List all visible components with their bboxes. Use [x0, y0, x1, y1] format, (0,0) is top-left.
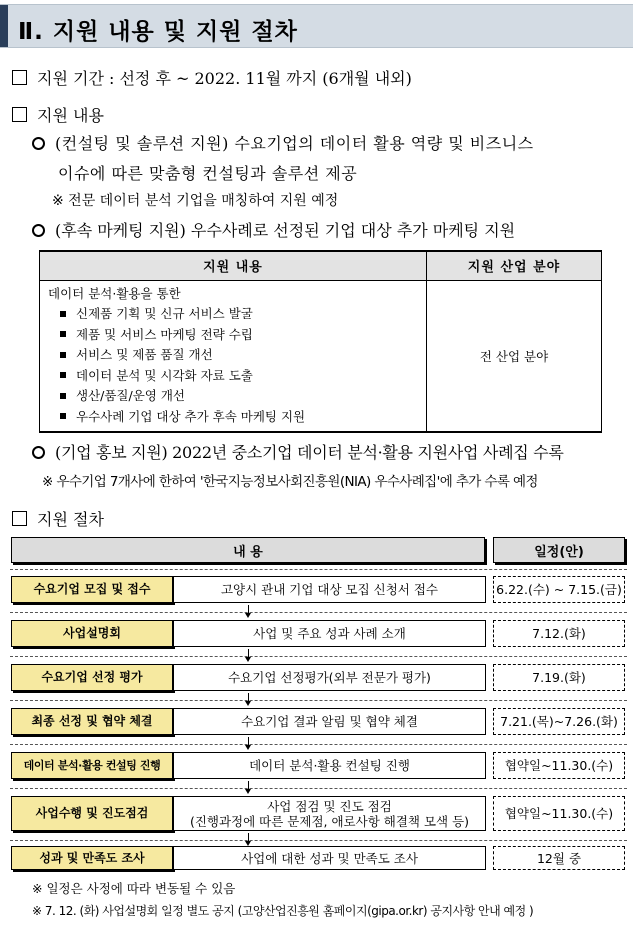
- content-line: 사업 점검 및 진도 점검: [267, 798, 392, 814]
- circle-bullet-icon: [32, 446, 45, 459]
- square-bullet-icon: [60, 331, 66, 337]
- square-bullet-icon: [60, 352, 66, 358]
- content-box: 데이터 분석·활용 컨설팅 진행: [173, 752, 486, 779]
- footnote: ※ 7. 12. (화) 사업설명회 일정 별도 공지 (고양산업진흥원 홈페이지(gipa.or.kr) 공지사항 안내 예정 ): [32, 904, 534, 918]
- table-header-field: 지원 산업 분야: [427, 251, 602, 280]
- square-bullet-icon: [12, 70, 27, 85]
- square-bullet-icon: [60, 311, 66, 317]
- content-box: 고양시 관내 기업 대상 모집 신청서 접수: [173, 576, 486, 603]
- content-box: 수요기업 선정평가(외부 전문가 평가): [173, 664, 486, 691]
- marketing-line: (후속 마케팅 지원) 우수사례로 선정된 기업 대상 추가 마케팅 지원: [32, 218, 515, 241]
- promotion-note: ※ 우수기업 7개사에 한하여 '한국지능정보사회진흥원(NIA) 우수사례집'에 추가 수록 예정: [42, 474, 538, 490]
- support-table: [39, 250, 602, 433]
- square-bullet-icon: [12, 511, 27, 526]
- consulting-note: ※ 전문 데이터 분석 기업을 매칭하여 지원 예정: [52, 193, 339, 209]
- square-bullet-icon: [12, 107, 27, 122]
- square-bullet-icon: [60, 393, 66, 399]
- promotion-line: (기업 홍보 지원) 2022년 중소기업 데이터 분석·활용 지원사업 사례집 수록: [32, 440, 563, 463]
- stage-box: 최종 선정 및 협약 체결: [11, 708, 173, 735]
- schedule-box: 협약일~11.30.(수): [493, 752, 625, 779]
- divider: [10, 788, 627, 789]
- support-field-cell: 전 산업 분야: [427, 280, 602, 432]
- list-item: 신제품 기획 및 신규 서비스 발굴: [48, 304, 420, 325]
- divider: [10, 840, 627, 841]
- schedule-box: 7.12.(화): [493, 620, 625, 647]
- table-header-content: 지원 내용: [40, 251, 427, 280]
- circle-bullet-icon: [32, 224, 45, 237]
- divider: [10, 700, 627, 701]
- process-header-schedule: 일정(안): [493, 537, 625, 563]
- support-content-cell: [40, 280, 427, 432]
- stage-box: 수요기업 선정 평가: [11, 664, 173, 691]
- divider: [10, 656, 627, 657]
- consulting-line: (컨설팅 및 솔루션 지원) 수요기업의 데이터 활용 역량 및 비즈니스: [32, 131, 534, 154]
- content-box: [173, 796, 486, 831]
- schedule-box: 협약일~11.30.(수): [493, 796, 625, 831]
- content-box: 사업 및 주요 성과 사례 소개: [173, 620, 486, 647]
- square-bullet-icon: [60, 372, 66, 378]
- circle-bullet-icon: [32, 137, 45, 150]
- period-text: 지원 기간 : 선정 후 ~ 2022. 11월 까지 (6개월 내외): [37, 69, 412, 88]
- procedure-heading: 지원 절차: [12, 507, 104, 530]
- stage-box: 데이터 분석·활용 컨설팅 진행: [11, 752, 173, 779]
- content-box: 사업에 대한 성과 및 만족도 조사: [173, 846, 486, 870]
- divider: [10, 612, 627, 613]
- process-header-content: 내 용: [11, 537, 485, 563]
- page-title: Ⅱ. 지원 내용 및 지원 절차: [18, 19, 298, 45]
- support-intro: 데이터 분석·활용을 통한: [48, 285, 181, 301]
- content-heading: 지원 내용: [12, 103, 104, 126]
- list-item: 데이터 분석 및 시각화 자료 도출: [48, 366, 420, 387]
- consulting-line-2: 이슈에 따른 맞춤형 컨설팅과 솔루션 제공: [58, 164, 358, 183]
- stage-box: 성과 및 만족도 조사: [11, 846, 173, 870]
- content-line: (진행과정에 따른 문제점, 애로사항 해결책 모색 등): [189, 813, 470, 829]
- stage-box: 사업설명회: [11, 620, 173, 647]
- stage-box: 사업수행 및 진도점검: [11, 796, 173, 831]
- content-box: 수요기업 결과 알림 및 협약 체결: [173, 708, 486, 735]
- section-header: [0, 4, 633, 48]
- schedule-box: 7.21.(목)~7.26.(화): [493, 708, 625, 735]
- period-line: [12, 66, 412, 89]
- schedule-box: 7.19.(화): [493, 664, 625, 691]
- list-item: 서비스 및 제품 품질 개선: [48, 345, 420, 366]
- list-item: 제품 및 서비스 마케팅 전략 수립: [48, 325, 420, 346]
- schedule-box: 6.22.(수) ~ 7.15.(금): [493, 576, 625, 603]
- stage-box: 수요기업 모집 및 접수: [11, 576, 173, 603]
- footnote: ※ 일정은 사정에 따라 변동될 수 있음: [32, 881, 236, 896]
- list-item: 우수사례 기업 대상 추가 후속 마케팅 지원: [48, 407, 420, 428]
- schedule-box: 12월 중: [493, 846, 625, 870]
- divider: [10, 569, 627, 570]
- header-accent-bar: [0, 5, 8, 47]
- square-bullet-icon: [60, 413, 66, 419]
- list-item: 생산/품질/운영 개선: [48, 386, 420, 407]
- divider: [10, 744, 627, 745]
